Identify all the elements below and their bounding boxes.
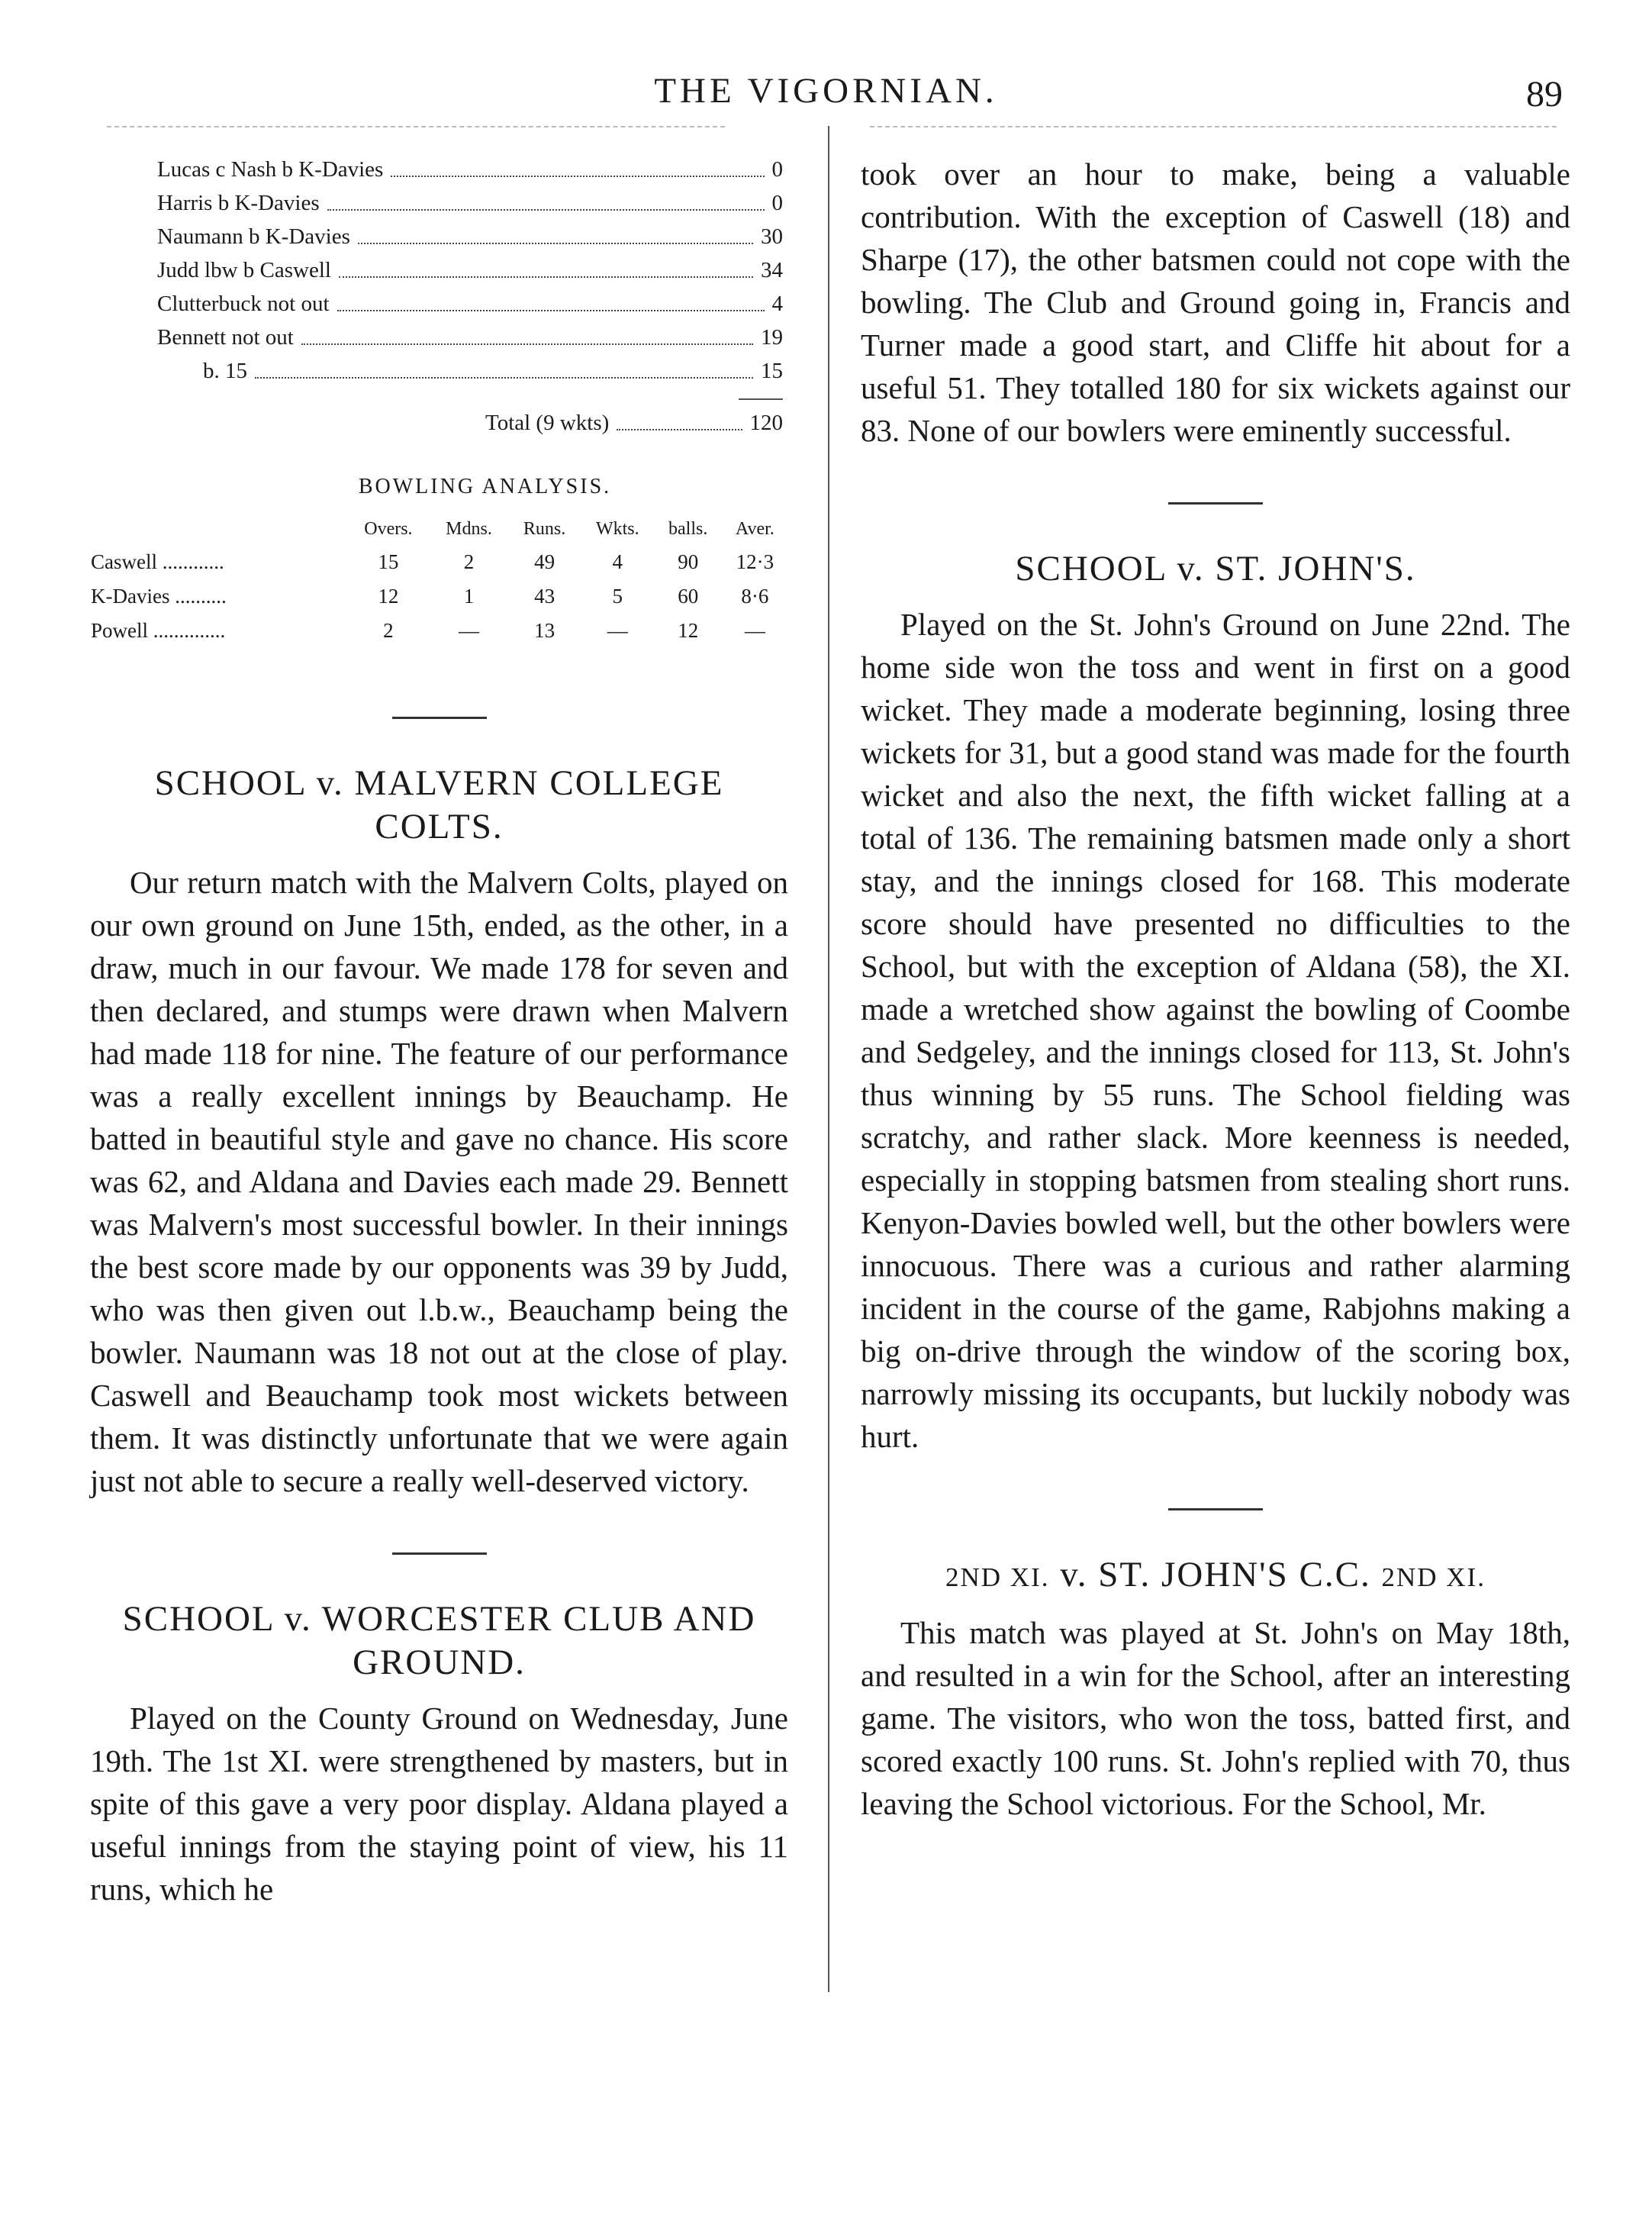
bowling-row: Powell .............. 2 — 13 — 12 — <box>91 619 765 642</box>
bowling-row: Caswell ............ 15 2 49 4 90 12·3 <box>91 550 774 573</box>
second-xi-heading: 2ND XI. v. ST. JOHN'S C.C. 2ND XI. <box>945 1555 1486 1594</box>
bowling-row: K-Davies .......... 12 1 43 5 60 8·6 <box>91 585 769 608</box>
total-rule <box>739 398 783 400</box>
header-rule-left <box>107 126 725 127</box>
worcester-heading: SCHOOL v. WORCESTER CLUB AND GROUND. <box>122 1599 756 1682</box>
bowling-header-row: Overs. Mdns. Runs. Wkts. balls. Aver. <box>364 518 774 539</box>
score-row: Naumann b K-Davies 30 <box>157 220 783 253</box>
header-rule-right <box>870 126 1557 127</box>
right-column <box>861 153 1570 1825</box>
second-xi-article-text: This match was played at St. John's on May 18th, and resulted in a win for the School, after an interesting game. The visitors, who won the toss, batted first, and scored exactly 100 runs. St. John's replied with 70, thus leaving the School victorious. For the School, Mr. <box>861 1615 1570 1821</box>
score-row: Clutterbuck not out 4 <box>157 287 783 321</box>
malvern-heading: SCHOOL v. MALVERN COLLEGE COLTS. <box>154 763 724 846</box>
score-row: Harris b K-Davies 0 <box>157 186 783 220</box>
score-extras: b. 15 15 <box>157 354 783 388</box>
left-column <box>90 153 788 1910</box>
section-divider <box>1168 502 1263 505</box>
page-header-title: THE VIGORNIAN. <box>654 71 998 111</box>
score-row: Bennett not out 19 <box>157 321 783 354</box>
section-divider <box>1168 1508 1263 1510</box>
bowling-analysis-title: BOWLING ANALYSIS. <box>358 475 612 498</box>
score-row: Lucas c Nash b K-Davies 0 <box>157 153 783 186</box>
stjohns-heading: SCHOOL v. ST. JOHN'S. <box>1015 549 1416 588</box>
section-divider <box>392 1552 487 1555</box>
batting-scorecard <box>157 153 783 440</box>
score-total: Total (9 wkts) 120 <box>157 406 783 440</box>
worcester-article-text-part1: Played on the County Ground on Wednesday, June 19th. The 1st XI. were strengthened by masters, but in spite of this gave a very poor display. Aldana played a useful innings from the staying point of view, his 11 runs, which he <box>90 1701 788 1907</box>
worcester-article-text-part2: took over an hour to make, being a valuable contribution. With the exception of Caswell (18) and Sharpe (17), the other batsmen could not cope with the bowling. The Club and Ground going in, Francis and Turner made a good start, and Cliffe hit about for a useful 51. They totalled 180 for six wickets against our 83. None of our bowlers were eminently successful. <box>861 156 1570 448</box>
page-number: 89 <box>1526 74 1563 114</box>
stjohns-article-text: Played on the St. John's Ground on June 22nd. The home side won the toss and went in first on a good wicket. They made a moderate beginning, losing three wickets for 31, but a good stand was made for the fourth wicket and also the next, the fifth wicket falling at a total of 136. The remaining batsmen made only a short stay, and the innings closed for 168. This moderate score should have presented no difficulties to the School, but with the exception of Aldana (58), the XI. made a wretched show against the bowling of Coombe and Sedgeley, and the innings closed for 113, St. John's thus winning by 55 runs. The School fielding was scratchy, and rather slack. More keenness is needed, especially in stopping batsmen from stealing short runs. Kenyon-Davies bowled well, but the other bowlers were innocuous. There was a curious and rather alarming incident in the course of the game, Rabjohns making a big on-drive through the window of the scoring box, narrowly missing its occupants, but luckily nobody was hurt. <box>861 607 1570 1454</box>
section-divider <box>392 717 487 719</box>
malvern-article-text: Our return match with the Malvern Colts, played on our own ground on June 15th, ended, as the other, in a draw, much in our favour. We made 178 for seven and then declared, and stumps were drawn when Malvern had made 118 for nine. The feature of our performance was a really excellent innings by Beauchamp. He batted in beautiful style and gave no chance. His score was 62, and Aldana and Davies each made 29. Bennett was Malvern's most successful bowler. In their innings the best score made by our opponents was 39 by Judd, who was then given out l.b.w., Beauchamp being the bowler. Naumann was 18 not out at the close of play. Caswell and Beauchamp took most wickets between them. It was distinctly unfortunate that we were again just not able to secure a really well-deserved victory. <box>90 865 788 1498</box>
column-divider <box>828 126 829 1992</box>
score-row: Judd lbw b Caswell 34 <box>157 253 783 287</box>
bowling-analysis-table <box>90 513 788 648</box>
